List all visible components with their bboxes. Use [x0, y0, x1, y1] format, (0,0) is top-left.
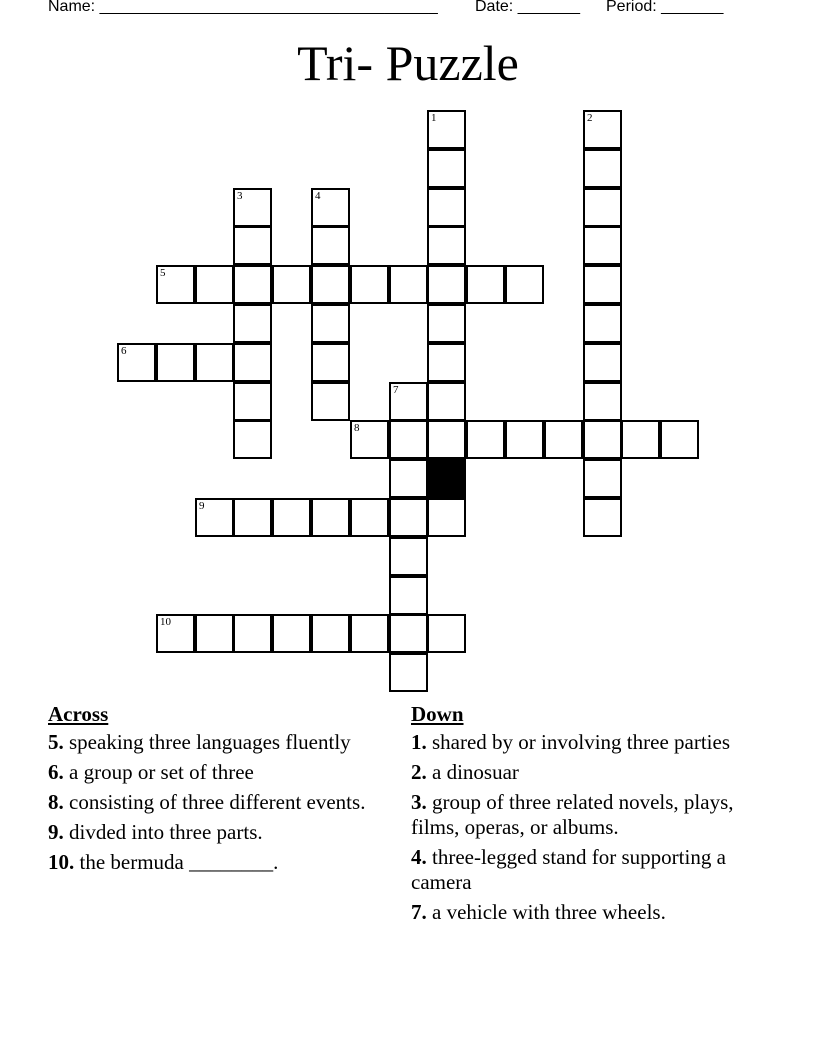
- crossword-cell[interactable]: [583, 459, 622, 498]
- crossword-cell[interactable]: [583, 188, 622, 227]
- page-title: Tri- Puzzle: [297, 35, 519, 91]
- crossword-cell[interactable]: [195, 498, 234, 537]
- cell-number: 1: [431, 112, 437, 124]
- crossword-cell[interactable]: [233, 420, 272, 459]
- crossword-cell[interactable]: [311, 343, 350, 382]
- crossword-cell[interactable]: [621, 420, 660, 459]
- across-clue-6: [48, 760, 378, 785]
- down-clue-1: [411, 730, 756, 755]
- crossword-cell[interactable]: [350, 265, 389, 304]
- crossword-cell[interactable]: [233, 343, 272, 382]
- cell-number: 4: [315, 190, 321, 202]
- across-clue-8: [48, 790, 378, 815]
- crossword-cell[interactable]: [427, 304, 466, 343]
- clue-text: group of three related novels, plays, films, operas, or albums.: [411, 790, 734, 839]
- clue-number: 10.: [48, 850, 75, 874]
- crossword-cell[interactable]: [272, 614, 311, 653]
- cell-number: 10: [160, 616, 171, 628]
- crossword-cell[interactable]: [233, 304, 272, 343]
- down-clues: [411, 702, 756, 930]
- crossword-cell[interactable]: [389, 498, 428, 537]
- crossword-cell[interactable]: [583, 110, 622, 149]
- clue-number: 9.: [48, 820, 64, 844]
- crossword-cell[interactable]: [195, 343, 234, 382]
- crossword-cell[interactable]: [195, 265, 234, 304]
- crossword-cell[interactable]: [272, 265, 311, 304]
- crossword-cell[interactable]: [427, 420, 466, 459]
- cell-number: 6: [121, 345, 127, 357]
- clue-text: a vehicle with three wheels.: [432, 900, 666, 924]
- across-heading: Across: [48, 702, 109, 726]
- across-clue-10: [48, 850, 378, 875]
- period-field-label: Period: _______: [606, 0, 724, 15]
- across-clue-5: [48, 730, 378, 755]
- down-clue-2: [411, 760, 756, 785]
- crossword-cell[interactable]: [117, 343, 156, 382]
- date-field-label: Date: _______: [475, 0, 580, 15]
- crossword-cell[interactable]: [427, 188, 466, 227]
- crossword-cell[interactable]: [311, 265, 350, 304]
- clue-text: consisting of three different events.: [69, 790, 366, 814]
- crossword-cell[interactable]: [427, 110, 466, 149]
- down-clue-4: [411, 845, 756, 895]
- crossword-cell[interactable]: [427, 498, 466, 537]
- crossword-cell[interactable]: [583, 382, 622, 421]
- clue-text: divded into three parts.: [69, 820, 263, 844]
- crossword-cell[interactable]: [350, 420, 389, 459]
- crossword-cell[interactable]: [427, 614, 466, 653]
- cell-number: 5: [160, 267, 166, 279]
- cell-number: 7: [393, 384, 399, 396]
- crossword-cell[interactable]: [389, 382, 428, 421]
- clue-number: 4.: [411, 845, 427, 869]
- crossword-cell[interactable]: [311, 498, 350, 537]
- crossword-cell[interactable]: [156, 265, 195, 304]
- cell-number: 3: [237, 190, 243, 202]
- crossword-cell[interactable]: [427, 382, 466, 421]
- crossword-cell[interactable]: [311, 188, 350, 227]
- down-clue-3: [411, 790, 756, 840]
- clue-number: 1.: [411, 730, 427, 754]
- crossword-cell[interactable]: [505, 420, 544, 459]
- crossword-cell[interactable]: [311, 614, 350, 653]
- clue-text: three-legged stand for supporting a camera: [411, 845, 726, 894]
- crossword-cell[interactable]: [583, 498, 622, 537]
- cell-number: 9: [199, 500, 205, 512]
- crossword-cell[interactable]: [156, 614, 195, 653]
- clue-text: shared by or involving three parties: [432, 730, 730, 754]
- crossword-cell[interactable]: [233, 382, 272, 421]
- crossword-cell[interactable]: [427, 149, 466, 188]
- crossword-cell[interactable]: [389, 653, 428, 692]
- crossword-cell[interactable]: [427, 265, 466, 304]
- crossword-cell[interactable]: [389, 614, 428, 653]
- clue-number: 3.: [411, 790, 427, 814]
- crossword-cell[interactable]: [233, 614, 272, 653]
- crossword-cell[interactable]: [389, 459, 428, 498]
- clue-text: a dinosuar: [432, 760, 519, 784]
- clue-number: 2.: [411, 760, 427, 784]
- crossword-cell[interactable]: [311, 382, 350, 421]
- clue-text: a group or set of three: [69, 760, 254, 784]
- crossword-cell[interactable]: [233, 226, 272, 265]
- crossword-cell[interactable]: [389, 265, 428, 304]
- crossword-cell[interactable]: [505, 265, 544, 304]
- crossword-cell[interactable]: [156, 343, 195, 382]
- down-heading: Down: [411, 702, 464, 726]
- crossword-cell[interactable]: [583, 420, 622, 459]
- cell-number: 2: [587, 112, 593, 124]
- crossword-cell[interactable]: [583, 304, 622, 343]
- across-clue-9: [48, 820, 378, 845]
- cell-number: 8: [354, 422, 360, 434]
- clue-text: the bermuda ________.: [79, 850, 279, 874]
- crossword-cell[interactable]: [389, 537, 428, 576]
- clue-number: 6.: [48, 760, 64, 784]
- crossword-black-cell: [427, 459, 466, 498]
- crossword-cell[interactable]: [544, 420, 583, 459]
- crossword-cell[interactable]: [660, 420, 699, 459]
- crossword-cell[interactable]: [583, 265, 622, 304]
- clue-number: 7.: [411, 900, 427, 924]
- crossword-cell[interactable]: [350, 614, 389, 653]
- crossword-cell[interactable]: [583, 149, 622, 188]
- crossword-cell[interactable]: [583, 226, 622, 265]
- crossword-cell[interactable]: [311, 304, 350, 343]
- across-clues: [48, 702, 378, 880]
- clue-text: speaking three languages fluently: [69, 730, 351, 754]
- crossword-cell[interactable]: [233, 498, 272, 537]
- crossword-cell[interactable]: [311, 226, 350, 265]
- crossword-cell[interactable]: [427, 343, 466, 382]
- crossword-cell[interactable]: [389, 576, 428, 615]
- crossword-cell[interactable]: [427, 226, 466, 265]
- crossword-cell[interactable]: [272, 498, 311, 537]
- clue-number: 5.: [48, 730, 64, 754]
- crossword-cell[interactable]: [466, 420, 505, 459]
- crossword-cell[interactable]: [583, 343, 622, 382]
- name-field-label: Name: ______________________________________: [48, 0, 438, 15]
- clue-number: 8.: [48, 790, 64, 814]
- crossword-cell[interactable]: [195, 614, 234, 653]
- crossword-cell[interactable]: [466, 265, 505, 304]
- crossword-cell[interactable]: [233, 265, 272, 304]
- crossword-cell[interactable]: [233, 188, 272, 227]
- crossword-cell[interactable]: [389, 420, 428, 459]
- crossword-cell[interactable]: [350, 498, 389, 537]
- down-clue-7: [411, 900, 756, 925]
